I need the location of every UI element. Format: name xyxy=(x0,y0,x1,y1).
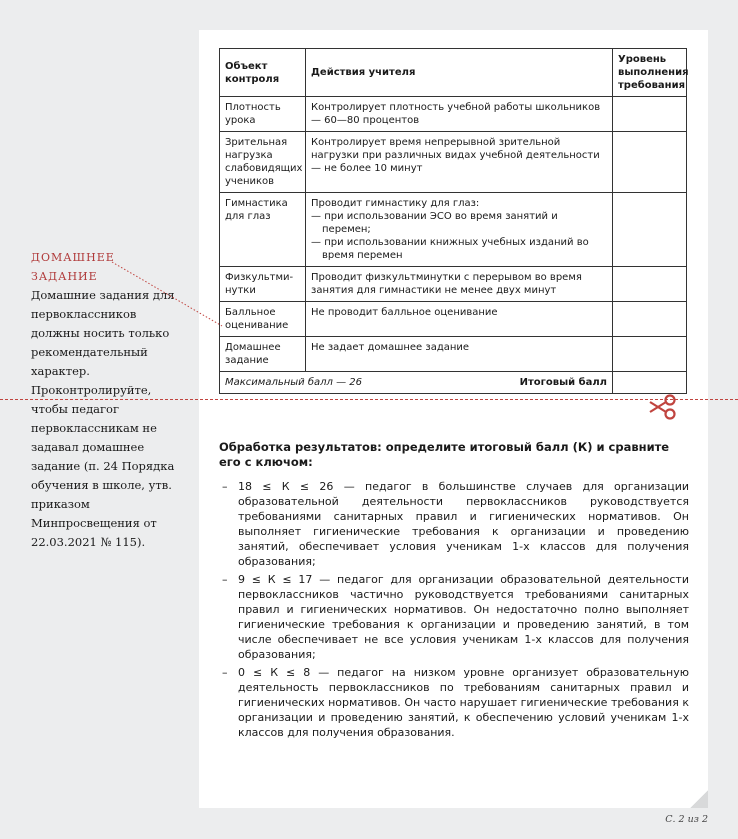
header-object: Объект контроля xyxy=(220,49,306,97)
row-action: Не задает домашнее задание xyxy=(306,337,613,372)
table-row xyxy=(220,267,687,302)
table-row xyxy=(220,132,687,193)
row-action: Контролирует плотность учебной работы школьников — 60—80 процентов xyxy=(306,97,613,132)
totals-cell xyxy=(220,372,613,394)
row-object: Гимнастика для глаз xyxy=(220,193,306,267)
row-level xyxy=(613,302,687,337)
max-score: Максимальный балл — 26 xyxy=(225,377,363,388)
row-object: Плотность урока xyxy=(220,97,306,132)
row-level xyxy=(613,267,687,302)
row-object: Зрительная нагрузка слабовидящих учеников xyxy=(220,132,306,193)
total-score-label: Итоговый балл xyxy=(519,377,607,388)
header-level: Уровень выполнения требования xyxy=(613,49,687,97)
row-action-text: Проводит гимнастику для глаз: xyxy=(311,198,480,209)
row-object: Балльное оценивание xyxy=(220,302,306,337)
table-row xyxy=(220,337,687,372)
list-item: – 18 ≤ К ≤ 26 — педагог в большинстве случаев для организации образовательной деятельности первоклассников руководствуется требованиями санитарных правил и гигиенических нормативов. Он выполняет гигиенические требования к организации и проведению занятий, обеспечивает условия ученикам 1-х классов для получения образования; xyxy=(222,480,689,568)
margin-note xyxy=(31,248,176,552)
row-level xyxy=(613,337,687,372)
table-row xyxy=(220,97,687,132)
results-title: Обработка результатов: определите итоговый балл (К) и сравните его с ключом: xyxy=(219,440,670,469)
page-number: С. 2 из 2 xyxy=(665,814,708,825)
row-level xyxy=(613,132,687,193)
row-action: Не проводит балльное оценивание xyxy=(306,302,613,337)
table-row xyxy=(220,302,687,337)
totals-row xyxy=(220,372,687,394)
control-table xyxy=(219,48,687,394)
row-object: Физкультми-нутки xyxy=(220,267,306,302)
row-action xyxy=(306,193,613,267)
table-header-row xyxy=(220,49,687,97)
margin-note-heading: ДОМАШНЕЕ ЗАДАНИЕ xyxy=(31,251,115,283)
page-corner-fold xyxy=(690,790,708,808)
margin-note-body: Домашние задания для первоклассников должны носить только рекомендательный характер. Проконтролируйте, чтобы педагог первоклассникам не задавал домашнее задание (п. 24 Порядка обучения в школе, утв. приказом Минпросвещения от 22.03.2021 № 115). xyxy=(31,288,175,549)
row-level xyxy=(613,193,687,267)
list-item: – 9 ≤ К ≤ 17 — педагог для организации образовательной деятельности первоклассников частично руководствуется требованиями санитарных правил и гигиенических нормативов. Он недостаточно полно выполняет гигиенические требования к организации и проведению занятий, в том числе обеспечивает не все условия ученикам 1-х классов для получения образования; xyxy=(222,573,689,661)
row-object: Домашнее задание xyxy=(220,337,306,372)
scissors-icon xyxy=(646,390,680,424)
header-action: Действия учителя xyxy=(306,49,613,97)
table-row xyxy=(220,193,687,267)
row-level xyxy=(613,97,687,132)
results-list xyxy=(219,479,689,740)
results-section xyxy=(219,440,689,743)
row-action-bullet: — при использовании книжных учебных изданий во время перемен xyxy=(311,237,589,261)
list-item: – 0 ≤ К ≤ 8 — педагог на низком уровне организует образовательную деятельность первоклассников по требованиям санитарных правил и гигиенических нормативов. Он часто нарушает гигиенические требования к организации и проведению занятий, к обеспечению условий ученикам 1-х классов для получения образования. xyxy=(222,666,689,739)
row-action: Контролирует время непрерывной зрительной нагрузки при различных видах учебной деятельности — не более 10 минут xyxy=(306,132,613,193)
row-action-bullet: — при использовании ЭСО во время занятий и перемен; xyxy=(311,211,558,235)
row-action: Проводит физкультминутки с перерывом во время занятия для гимнастики не менее двух минут xyxy=(306,267,613,302)
